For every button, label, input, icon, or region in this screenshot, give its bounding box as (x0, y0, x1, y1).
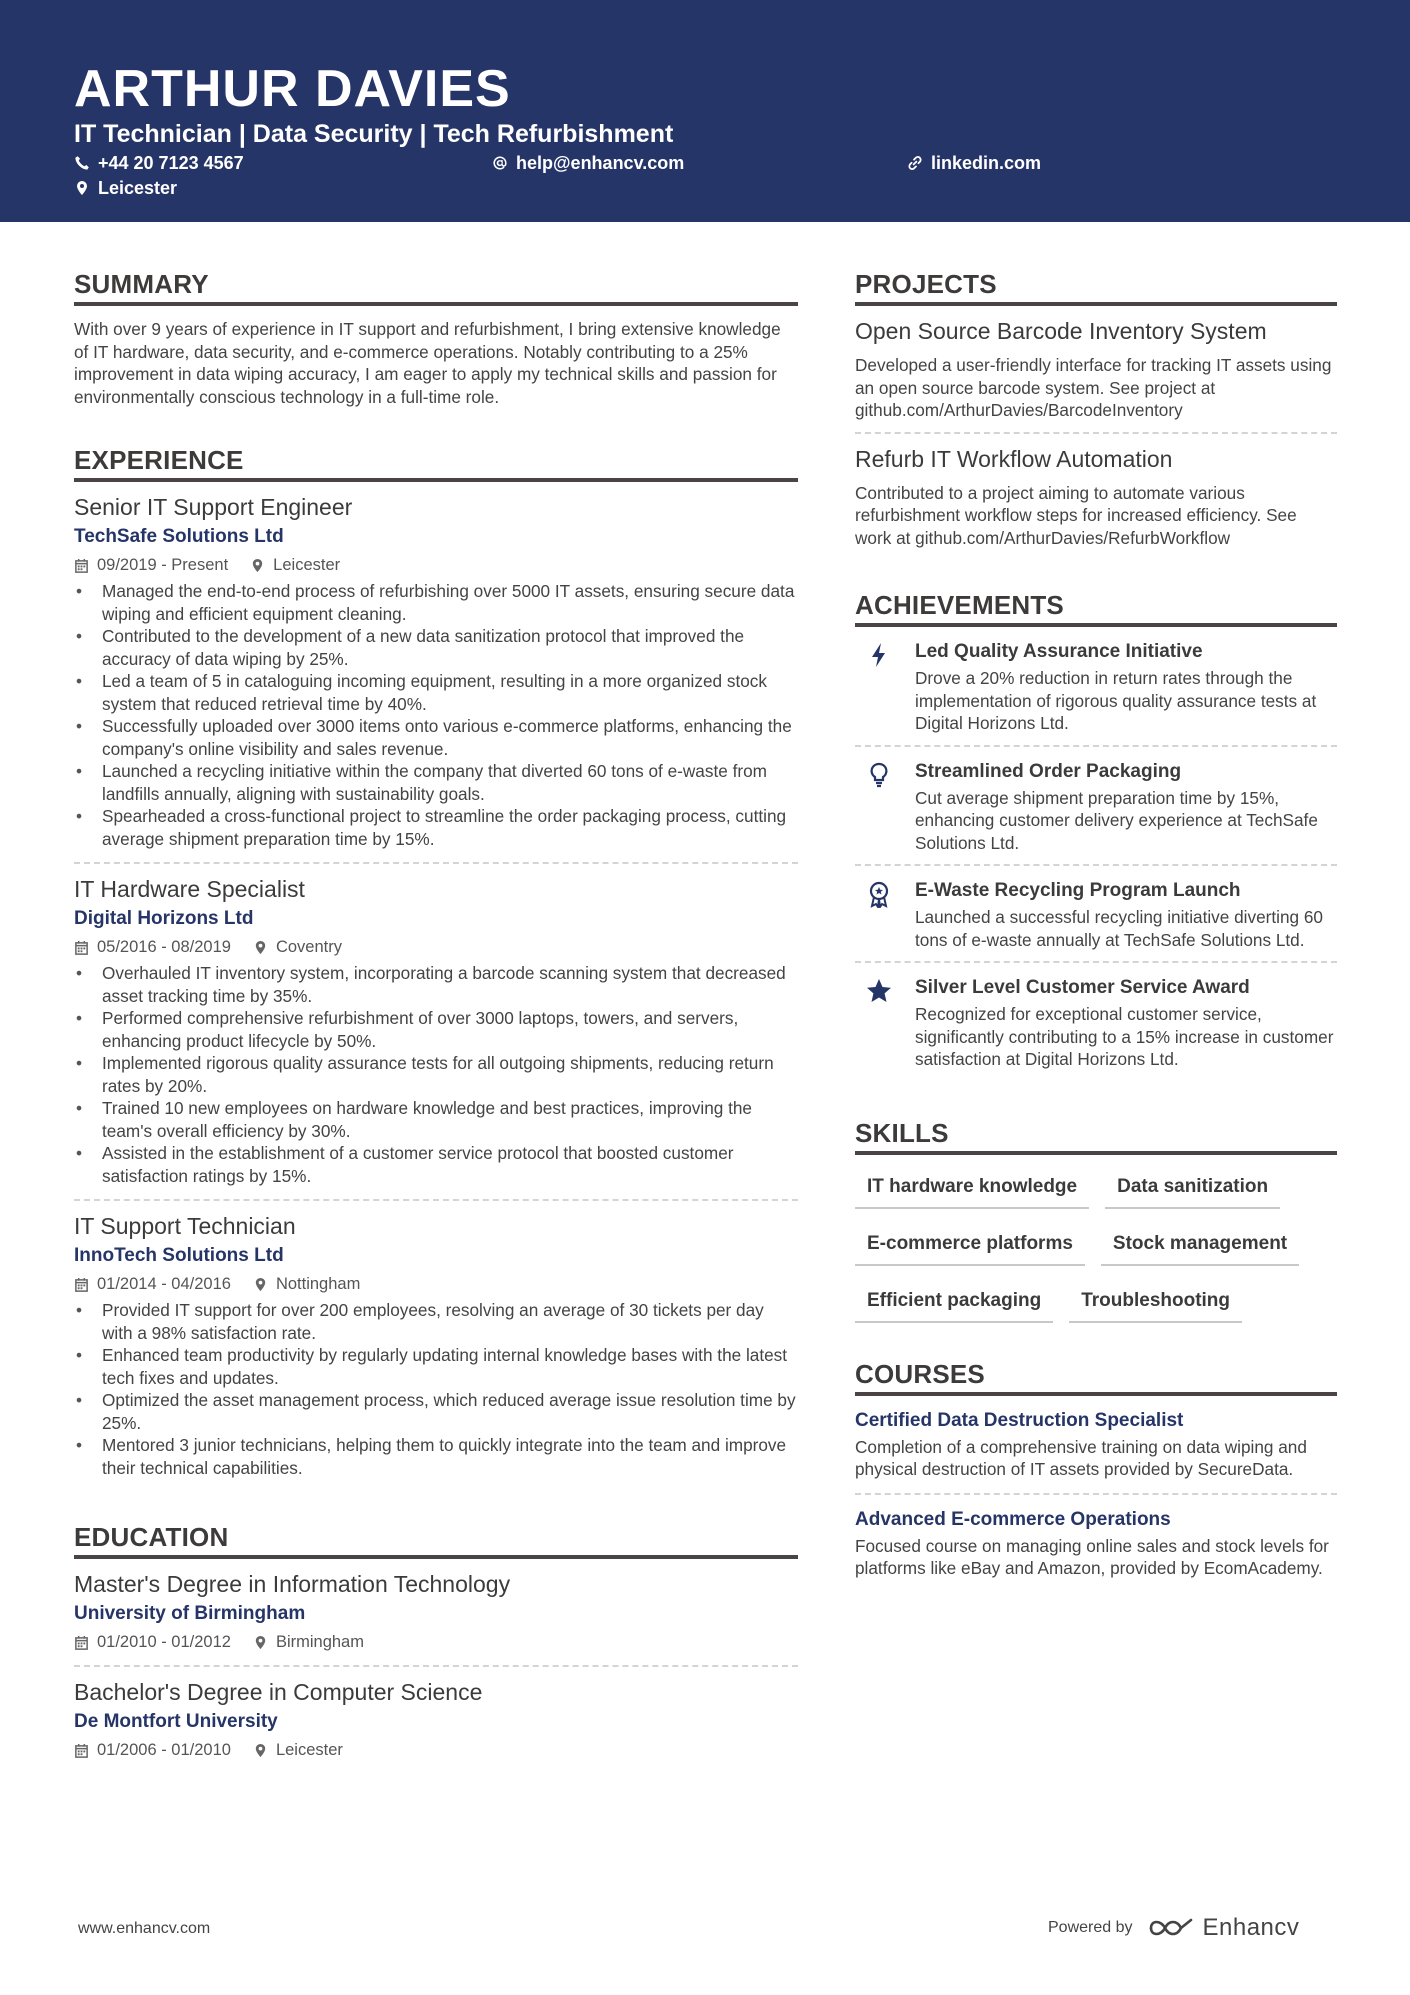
skill-list (855, 1169, 1337, 1340)
skill-tag: Data sanitization (1105, 1169, 1280, 1209)
experience-section (74, 444, 798, 1491)
resume-header (0, 0, 1410, 222)
achievement-entry (855, 627, 1337, 747)
left-column (74, 268, 798, 1809)
bullet-item: • Spearheaded a cross-functional project to streamline the order packaging process, cutting average shipment preparation time by 15%. (74, 805, 798, 850)
job-location (253, 1739, 343, 1761)
skills-section (855, 1117, 1337, 1340)
job-title: IT Hardware Specialist (74, 876, 305, 902)
skill-tag: Stock management (1101, 1226, 1299, 1266)
phone-icon (74, 155, 90, 171)
dates-text: 09/2019 - Present (97, 556, 229, 574)
projects-section (855, 268, 1337, 559)
achievement-list (855, 627, 1337, 1081)
job-dates (74, 1739, 231, 1761)
bullet-item: • Overhauled IT inventory system, incorporating a barcode scanning system that decreased asset tracking time by 35%. (74, 962, 798, 1007)
job-bullets (74, 962, 798, 1187)
achievement-body (915, 639, 1337, 735)
achievement-title: Silver Level Customer Service Award (915, 977, 1250, 998)
bullet-item: • Enhanced team productivity by regularly updating internal knowledge bases with the latest tech fixes and updates. (74, 1344, 798, 1389)
achievement-entry (855, 963, 1337, 1081)
course-title: Certified Data Destruction Specialist (855, 1409, 1184, 1431)
project-description: Developed a user-friendly interface for tracking IT assets using an open source barcode system. See project at github.com/ArthurDavies/BarcodeInventory (855, 355, 1332, 420)
bullet-item: • Provided IT support for over 200 employees, resolving an average of 30 tickets per day with a 98% satisfaction rate. (74, 1299, 798, 1344)
achievement-body (915, 878, 1337, 951)
bullet-item: • Performed comprehensive refurbishment of over 3000 laptops, towers, and servers, enhancing product lifecycle by 50%. (74, 1007, 798, 1052)
skill-tag: Efficient packaging (855, 1283, 1053, 1323)
skill-tag: IT hardware knowledge (855, 1169, 1089, 1209)
location-pin-icon (74, 180, 90, 196)
location-pin-icon (253, 1743, 268, 1758)
dates-text: 01/2010 - 01/2012 (97, 1633, 231, 1651)
contact-linkedin[interactable] (907, 152, 1041, 174)
job-meta (74, 1273, 798, 1295)
calendar-icon (74, 940, 89, 955)
course-list (855, 1396, 1337, 1592)
job-company: Digital Horizons Ltd (74, 908, 254, 929)
bullet-item: • Launched a recycling initiative within the company that diverted 60 tons of e-waste from landfills annually, aligning with sustainability goals. (74, 760, 798, 805)
right-column (855, 268, 1337, 1628)
at-icon (492, 155, 508, 171)
section-title: SKILLS (855, 1117, 1337, 1155)
job-entry (74, 482, 798, 864)
contact-email[interactable] (492, 152, 684, 174)
bullet-item: • Trained 10 new employees on hardware knowledge and best practices, improving the team's overall efficiency by 30%. (74, 1097, 798, 1142)
education-entry (74, 1667, 798, 1773)
summary-text: With over 9 years of experience in IT support and refurbishment, I bring extensive knowledge of IT hardware, data security, and e-commerce operations. Notably contributing to a 25% improvement in data wiping accuracy, I am eager to apply my technical skills and passion for environmentally conscious technology in a full-time role. (74, 319, 781, 407)
calendar-icon (74, 558, 89, 573)
candidate-headline: IT Technician | Data Security | Tech Refurbishment (74, 120, 674, 148)
powered-by-text: Powered by (1048, 1919, 1133, 1936)
bullet-item: • Optimized the asset management process, which reduced average issue resolution time by 25%. (74, 1389, 798, 1434)
candidate-name: ARTHUR DAVIES (74, 60, 511, 118)
course-entry (855, 1396, 1337, 1495)
project-title: Refurb IT Workflow Automation (855, 445, 1173, 472)
star-icon (855, 975, 915, 1071)
achievements-section (855, 589, 1337, 1081)
skill-tag: Troubleshooting (1069, 1283, 1242, 1323)
job-list (74, 482, 798, 1491)
brand-logo (1147, 1914, 1300, 1942)
job-dates (74, 554, 228, 576)
link-icon (907, 155, 923, 171)
bullet-item: • Mentored 3 junior technicians, helping them to quickly integrate into the team and improve their technical capabilities. (74, 1434, 798, 1479)
location-text: Leicester (275, 1741, 343, 1759)
calendar-icon (74, 1743, 89, 1758)
achievement-description: Cut average shipment preparation time by 15%, enhancing customer delivery experience at TechSafe Solutions Ltd. (915, 787, 1318, 853)
section-title: PROJECTS (855, 268, 1337, 306)
footer-website[interactable]: www.enhancv.com (78, 1920, 211, 1937)
course-description: Focused course on managing online sales and stock levels for platforms like eBay and Amazon, provided by EcomAcademy. (855, 1535, 1329, 1578)
section-title: ACHIEVEMENTS (855, 589, 1337, 627)
bullet-item: • Implemented rigorous quality assurance tests for all outgoing shipments, reducing return rates by 20%. (74, 1052, 798, 1097)
bullet-item: • Led a team of 5 in cataloguing incoming equipment, resulting in a more organized stock system that reduced retrieval time by 40%. (74, 670, 798, 715)
course-description: Completion of a comprehensive training on data wiping and physical destruction of IT assets provided by SecureData. (855, 1436, 1307, 1479)
job-bullets (74, 1299, 798, 1479)
job-entry (74, 1201, 798, 1491)
location-pin-icon (250, 558, 265, 573)
contact-phone (74, 152, 244, 174)
job-location (253, 936, 342, 958)
project-entry (855, 306, 1337, 434)
skill-tag: E-commerce platforms (855, 1226, 1085, 1266)
course-title: Advanced E-commerce Operations (855, 1508, 1171, 1530)
school-name: De Montfort University (74, 1711, 278, 1732)
school-name: University of Birmingham (74, 1603, 306, 1624)
bullet-item: • Successfully uploaded over 3000 items onto various e-commerce platforms, enhancing the company's online visibility and sales revenue. (74, 715, 798, 760)
dates-text: 05/2016 - 08/2019 (97, 938, 231, 956)
lightbulb-icon (855, 759, 915, 855)
bullet-item: • Assisted in the establishment of a customer service protocol that boosted customer satisfaction ratings by 15%. (74, 1142, 798, 1187)
location-text: Leicester (273, 556, 341, 574)
job-meta (74, 554, 798, 576)
achievement-description: Drove a 20% reduction in return rates through the implementation of rigorous quality assurance tests at Digital Horizons Ltd. (915, 668, 1317, 733)
location-pin-icon (253, 1635, 268, 1650)
section-title: SUMMARY (74, 268, 798, 306)
achievement-body (915, 759, 1337, 855)
location-text: Nottingham (275, 1275, 361, 1293)
email-text[interactable]: help@enhancv.com (516, 153, 685, 173)
contact-location (74, 177, 177, 199)
achievement-title: E-Waste Recycling Program Launch (915, 880, 1241, 901)
course-entry (855, 1495, 1337, 1592)
job-company: TechSafe Solutions Ltd (74, 526, 284, 547)
job-entry (74, 864, 798, 1201)
job-meta (74, 1739, 798, 1761)
project-list (855, 306, 1337, 559)
education-section (74, 1521, 798, 1773)
summary-section (74, 268, 798, 408)
location-text: Leicester (98, 178, 178, 198)
achievement-entry (855, 747, 1337, 867)
job-bullets (74, 580, 798, 850)
education-list (74, 1559, 798, 1773)
courses-section (855, 1358, 1337, 1592)
job-meta (74, 936, 798, 958)
achievement-description: Launched a successful recycling initiative diverting 60 tons of e-waste annually at TechSafe Solutions Ltd. (915, 907, 1323, 950)
location-text: Birmingham (275, 1633, 364, 1651)
phone-text: +44 20 7123 4567 (98, 153, 244, 173)
footer-brand (1048, 1914, 1299, 1942)
job-location (250, 554, 340, 576)
job-location (253, 1631, 364, 1653)
achievement-description: Recognized for exceptional customer service, significantly contributing to a 15% increase in customer satisfaction at Digital Horizons Ltd. (915, 1004, 1334, 1069)
lightning-icon (855, 639, 915, 735)
location-pin-icon (253, 940, 268, 955)
achievement-title: Streamlined Order Packaging (915, 760, 1182, 782)
calendar-icon (74, 1635, 89, 1650)
section-title: EDUCATION (74, 1521, 798, 1559)
education-entry (74, 1559, 798, 1667)
job-company: InnoTech Solutions Ltd (74, 1245, 284, 1266)
award-icon (855, 878, 915, 951)
degree-title: Bachelor's Degree in Computer Science (74, 1679, 483, 1705)
degree-title: Master's Degree in Information Technology (74, 1571, 511, 1597)
brand-name: Enhancv (1202, 1914, 1300, 1941)
location-text: Coventry (275, 938, 342, 956)
project-title: Open Source Barcode Inventory System (855, 318, 1267, 344)
section-title: COURSES (855, 1358, 1337, 1396)
location-pin-icon (253, 1277, 268, 1292)
achievement-entry (855, 866, 1337, 963)
enhancv-logo-icon (1147, 1916, 1195, 1940)
section-title: EXPERIENCE (74, 444, 798, 482)
dates-text: 01/2014 - 04/2016 (97, 1275, 231, 1293)
achievement-title: Led Quality Assurance Initiative (915, 641, 1203, 662)
job-location (253, 1273, 360, 1295)
dates-text: 01/2006 - 01/2010 (97, 1741, 231, 1759)
job-dates (74, 936, 231, 958)
job-title: IT Support Technician (74, 1213, 296, 1239)
achievement-body (915, 975, 1337, 1071)
project-entry (855, 434, 1337, 560)
calendar-icon (74, 1277, 89, 1292)
job-title: Senior IT Support Engineer (74, 494, 353, 520)
linkedin-text[interactable]: linkedin.com (931, 153, 1042, 173)
bullet-item: • Managed the end-to-end process of refurbishing over 5000 IT assets, ensuring secure data wiping and efficient equipment cleaning. (74, 580, 798, 625)
project-description: Contributed to a project aiming to automate various refurbishment workflow steps for increased efficiency. See work at github.com/ArthurDavies/RefurbWorkflow (855, 482, 1297, 548)
job-dates (74, 1631, 231, 1653)
job-dates (74, 1273, 231, 1295)
job-meta (74, 1631, 798, 1653)
bullet-item: • Contributed to the development of a new data sanitization protocol that improved the accuracy of data wiping by 25%. (74, 625, 798, 670)
